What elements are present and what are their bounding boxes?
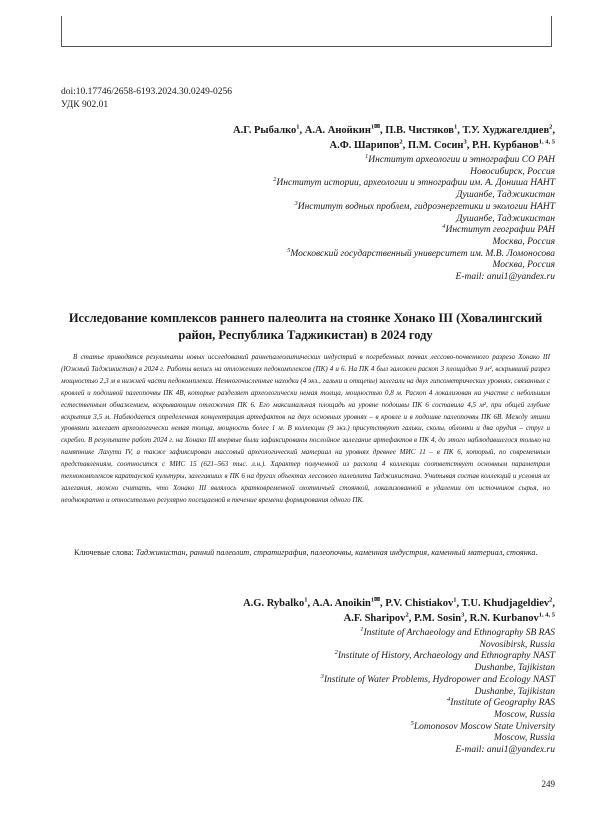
abstract: В статье приводятся результаты новых исследований раннепалеолитических индустрий в погребенных почвах лессово-почвенного разреза Хонако III (Южный Таджикистан) в 2024 г. Работы велись на отложениях педокомплексов (ПК) 4 и 6. На ПК 4 был заложен раскоп 3 площадью 9 м², вскрывший разрез мощностью 2,3 м в нижней части педокомплекса. Немногочисленные находки (4 экз., гальки и отщепы) залегали на двух гипсометрических уровнях, связанных с кровлей и подошвой палеопочвы ПК 4В, которые разделяет археологически немая толща, мощностью 0,8 м. Раскоп 4 локализован на участке с небольшим естественным обнажением, вскрывающим отложения ПК 6. Его максимальная площадь на уровне подошвы ПК 6 составила 4,5 м², при общей глубине вскрытия 3,5 м. Наблюдается определенная концентрация артефактов на двух основных уровнях – в кровле и в подошве палеопочвы ПК 6В. Между этими уровнями залегает археологически немая толща, мощность более 1 м. В коллекции (9 экз.) присутствуют гальки, сколы, обломки и два орудия – струг и скребло. В результате работ 2024 г. на Хонако III впервые были зафиксированы послойное залегание артефактов в ПК 4, до этого наблюдавшегося только на памятнике Лахути IV, а также зафиксирован массовый археологический материал на уровнях древнее МИС 11 – в ПК 6, который, по современным представлениям, соотносится с МИС 15 (621–563 тыс. л.н.). Характер полученной из раскопа 4 коллекции соответствует основным параметрам технокомплексов каратауской культуры, залегавших в ПК 6 на других объектах лессового палеолита Таджикистана. Учитывая состав коллекций и условия их залегания, можно считать, что Хонако III являлось кратковременной охотничьей стоянкой, локализованной в удалении от источников сырья, но неоднократно и относительно регулярно посещаемой в течение времени формирования одного ПК.	[61, 353, 550, 504]
en-affiliations: $^1$Institute of Archaeology and Ethnography SB RAS Novosibirsk, Russia $^2$Institute of History, Archaeology and Ethnography NAST Dushanbe, Tajikistan $^3$Institute of Water Problems, Hydropower and Ecology NAST Dushanbe, Tajikistan $^4$Institute of Geography RAS Moscow, Russia $^5$Lomonosov Moscow State University Moscow, Russia E-mail: anui1@yandex.ru	[75, 628, 555, 757]
author-name: А.Ф. Шарипов	[329, 140, 400, 151]
page-number: 249	[541, 779, 555, 789]
en-email: E-mail: anui1@yandex.ru	[455, 745, 555, 756]
author-name: Р.Н. Курбанов	[471, 140, 539, 151]
author-name: П.В. Чистяков	[385, 125, 454, 136]
keywords-label: Ключевые слова:	[74, 548, 134, 557]
ru-email: E-mail: anui1@yandex.ru	[455, 272, 555, 283]
ru-affiliations: $^1$Институт археологии и этнографии СО РАН Новосибирск, Россия $^2$Институт истории, археологии и этнографии им. А. Дониша НАНТ Душанбе, Таджикистан $^3$Институт водных проблем, гидроэнергетики и экологии НАНТ Душанбе, Таджикистан $^4$Институт географии РАН Москва, Россия $^5$Московский государственный университет им. М.В. Ломоносова Москва, Россия E-mail: anui1@yandex.ru	[75, 155, 555, 284]
author-name: A.A. Anoikin	[312, 598, 371, 609]
keywords-list: Таджикистан, ранний палеолит, стратиграфия, палеопочвы, каменная индустрия, каменный материал, стоянка.	[135, 548, 538, 557]
author-name: T.U. Khudjageldiev	[461, 598, 550, 609]
author-name: P.V. Chistiakov	[385, 598, 454, 609]
author-name: А.А. Анойкин	[304, 125, 371, 136]
author-name: А.Г. Рыбалко	[233, 125, 297, 136]
header-frame	[61, 16, 552, 47]
doi: doi:10.17746/2658-6193.2024.30.0249-0256	[61, 87, 232, 97]
mail-icon: ✉	[374, 122, 380, 131]
mail-icon: ✉	[374, 595, 380, 604]
author-name: R.N. Kurbanov	[469, 613, 539, 624]
author-name: A.G. Rybalko	[243, 598, 305, 609]
author-name: П.М. Сосин	[407, 140, 464, 151]
keywords	[74, 547, 550, 559]
udk: УДК 902.01	[61, 100, 109, 110]
en-authors-line2: A.F. Sharipov$^2$, P.M. Sosin$^3$, R.N. Kurbanov$^{1, 4, 5}$	[343, 611, 555, 624]
author-name: Т.У. Худжагелдиев	[462, 125, 550, 136]
ru-authors-line2: А.Ф. Шарипов$^2$, П.М. Сосин$^3$, Р.Н. Курбанов$^{1, 4, 5}$	[329, 138, 555, 151]
en-authors-line1: A.G. Rybalko$^1$, A.A. Anoikin$^{1✉}$, P.V. Chistiakov$^1$, T.U. Khudjageldiev$^2$,	[243, 595, 555, 609]
author-name: P.M. Sosin	[413, 613, 462, 624]
ru-authors-line1: А.Г. Рыбалко$^1$, А.А. Анойкин$^{1✉}$, П.В. Чистяков$^1$, Т.У. Худжагелдиев$^2$,	[233, 122, 555, 136]
author-name: A.F. Sharipov	[343, 613, 406, 624]
article-title: Исследование комплексов раннего палеолита на стоянке Хонако III (Ховалингский район, Республика Таджикистан) в 2024 году	[68, 311, 543, 342]
